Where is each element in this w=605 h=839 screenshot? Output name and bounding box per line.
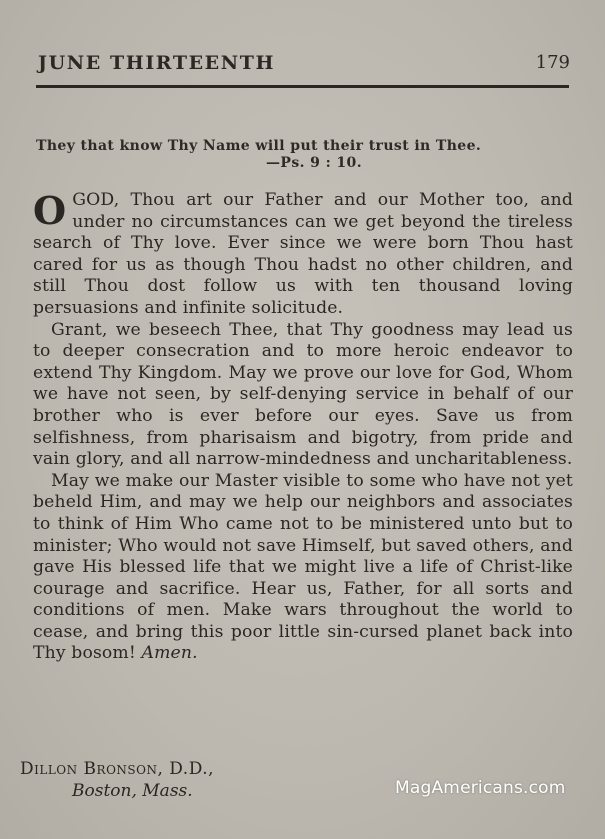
prayer-paragraph xyxy=(33,190,573,320)
header-divider xyxy=(36,85,569,88)
epigraph-citation: —Ps. 9 : 10. xyxy=(266,155,362,171)
prayer-paragraph xyxy=(33,471,573,665)
drop-cap: O xyxy=(33,188,67,233)
epigraph-text: They that know Thy Name will put their trust in Thee. xyxy=(36,138,482,154)
author-location: Boston, Mass. xyxy=(72,781,193,801)
page-number: 179 xyxy=(535,52,570,73)
author-name: Dillon Bronson, D.D., xyxy=(20,759,215,779)
prayer-paragraph xyxy=(33,320,573,471)
author-signature xyxy=(20,758,320,802)
prayer-paragraph-text: May we make our Master visible to some who have not yet beheld Him, and may we help our neighbors and associates to think of Him Who came not to be ministered unto but to minister; Who would not save Himself, but saved others, and gave His blessed life that we might live a life of Christ-like courage and sacrifice. Hear us, Father, for all sorts and conditions of men. Make wars throughout the world to cease, and bring this poor little sin-cursed planet back into Thy bosom! xyxy=(33,470,573,664)
prayer-paragraph-text: Grant, we beseech Thee, that Thy goodness may lead us to deeper consecration and to more heroic endeavor to extend Thy Kingdom. May we prove our love for God, Whom we have not seen, by self-denying service in behalf of our brother who is ever before our eyes. Save us from selfishness, from pharisaism and bigotry, from pride and vain glory, and all narrow-mindedness and uncharitableness. xyxy=(33,319,573,470)
watermark-text: MagAmericans.com xyxy=(395,778,566,798)
prayer-body xyxy=(33,190,573,665)
epigraph xyxy=(36,138,572,172)
amen-closing: Amen. xyxy=(141,643,198,664)
page-title: JUNE THIRTEENTH xyxy=(38,52,276,74)
prayer-paragraph-text: GOD, Thou art our Father and our Mother too, and under no circumstances can we get beyond the tireless search of Thy love. Ever since we were born Thou hast cared for us as though Thou hadst no other children, and still Thou dost follow us with ten thousand loving persuasions and infinite solicitude. xyxy=(33,190,573,318)
page-header xyxy=(38,52,570,78)
